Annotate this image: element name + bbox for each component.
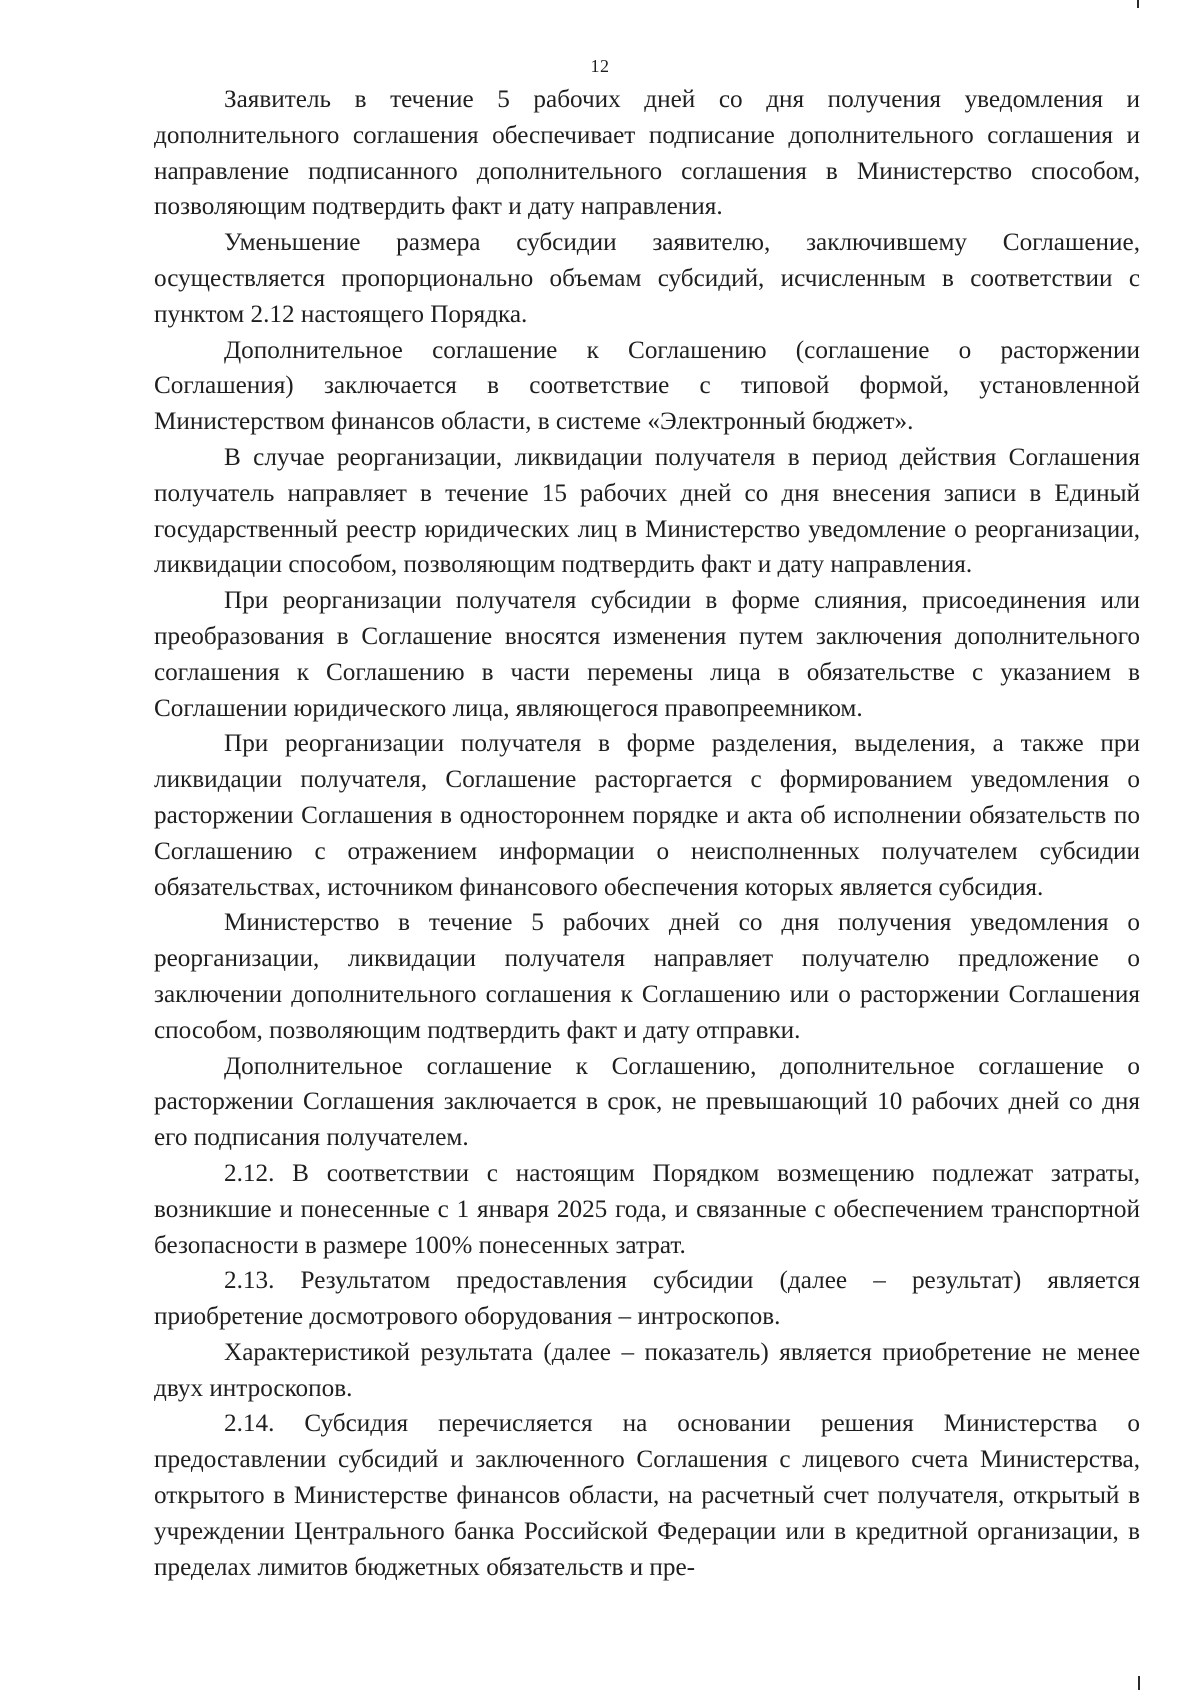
paragraph-result-indicator: Характеристикой результата (далее – показатель) является приобретение не менее двух интроскопов. [154,1338,1140,1402]
scan-edge-mark-bottom [1138,1676,1140,1690]
paragraph-subsidy-reduction: Уменьшение размера субсидии заявителю, заключившему Соглашение, осуществляется пропорционально объемам субсидий, исчисленным в соответствии с пунктом 2.12 настоящего Порядка. [154,229,1140,328]
paragraph-merger-changes: При реорганизации получателя субсидии в форме слияния, присоединения или преобразования в Соглашение вносятся изменения путем заключения дополнительного соглашения к Соглашению в части перемены лица в обязательстве с указанием в Соглашении юридического лица, являющегося правопреемником. [154,587,1140,722]
page-number: 12 [590,56,610,76]
paragraph-clause-2-13: 2.13. Результатом предоставления субсидии (далее – результат) является приобретение досмотрового оборудования – интроскопов. [154,1267,1140,1331]
paragraph-applicant-signing: Заявитель в течение 5 рабочих дней со дня получения уведомления и дополнительного соглашения обеспечивает подписание дополнительного соглашения и направление подписанного дополнительного соглашения в Министерство способом, позволяющим подтвердить факт и дату направления. [154,86,1140,221]
scan-edge-mark-top [1137,0,1139,8]
paragraph-ministry-proposal: Министерство в течение 5 рабочих дней со дня получения уведомления о реорганизации, ликвидации получателя направляет получателю предложение о заключении дополнительного соглашения к Соглашению или о расторжении Соглашения способом, позволяющим подтвердить факт и дату отправки. [154,909,1140,1044]
paragraph-division-termination: При реорганизации получателя в форме разделения, выделения, а также при ликвидации получателя, Соглашение расторгается с формированием уведомления о расторжении Соглашения в одностороннем порядке и акта об исполнении обязательств по Соглашению с отражением информации о неисполненных получателем субсидии обязательствах, источником финансового обеспечения которых является субсидия. [154,730,1140,901]
paragraph-clause-2-14: 2.14. Субсидия перечисляется на основании решения Министерства о предоставлении субсидий и заключенного Соглашения с лицевого счета Министерства, открытого в Министерстве финансов области, на расчетный счет получателя, открытый в учреждении Центрального банка Российской Федерации или в кредитной организации, в пределах лимитов бюджетных обязательств и пре- [154,1410,1140,1581]
paragraph-clause-2-12: 2.12. В соответствии с настоящим Порядком возмещению подлежат затраты, возникшие и понесенные с 1 января 2025 года, и связанные с обеспечением транспортной безопасности в размере 100% понесенных затрат. [154,1159,1140,1259]
paragraph-agreement-deadline: Дополнительное соглашение к Соглашению, дополнительное соглашение о расторжении Соглашения заключается в срок, не превышающий 10 рабочих дней со дня его подписания получателем. [154,1052,1140,1152]
document-body [154,82,1140,1585]
paragraph-reorganization-notice: В случае реорганизации, ликвидации получателя в период действия Соглашения получатель направляет в течение 15 рабочих дней со дня внесения записи в Единый государственный реестр юридических лиц в Министерство уведомление о реорганизации, ликвидации способом, позволяющим подтвердить факт и дату направления. [154,443,1140,579]
paragraph-additional-agreement-form: Дополнительное соглашение к Соглашению (соглашение о расторжении Соглашения) заключается в соответствие с типовой формой, установленной Министерством финансов области, в системе «Электронный бюджет». [154,336,1140,436]
